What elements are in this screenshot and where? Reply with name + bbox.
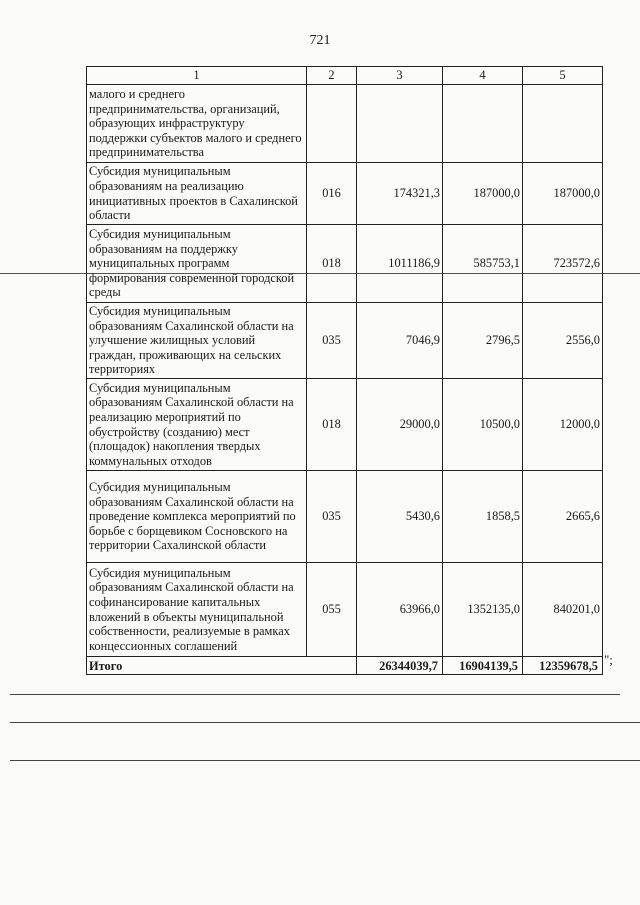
row-code: 018 (307, 225, 357, 303)
row-value-3: 1011186,9 (357, 225, 443, 303)
row-value-4: 1858,5 (443, 471, 523, 563)
table-row (87, 303, 603, 379)
table-row (87, 379, 603, 471)
row-value-5: 2556,0 (523, 303, 603, 379)
col-header-4: 4 (443, 67, 523, 85)
row-value-5: 187000,0 (523, 163, 603, 225)
row-value-3: 5430,6 (357, 471, 443, 563)
row-value-4: 585753,1 (443, 225, 523, 303)
col-header-2: 2 (307, 67, 357, 85)
total-value-4: 16904139,5 (443, 657, 523, 675)
row-value-5 (523, 85, 603, 163)
row-value-5: 2665,6 (523, 471, 603, 563)
row-code: 035 (307, 303, 357, 379)
separator-line (10, 760, 640, 761)
row-code: 035 (307, 471, 357, 563)
row-value-5: 840201,0 (523, 563, 603, 657)
total-value-5: 12359678,5 (523, 657, 603, 675)
row-value-3 (357, 85, 443, 163)
table-row (87, 225, 603, 303)
total-row (87, 657, 603, 675)
row-name: Субсидия муниципальным образованиям Сахалинской области на реализацию мероприятий по обустройству (созданию) мест (площадок) накопления твердых коммунальных отходов (87, 379, 307, 471)
row-value-5: 12000,0 (523, 379, 603, 471)
row-value-4: 10500,0 (443, 379, 523, 471)
row-value-4: 2796,5 (443, 303, 523, 379)
separator-line (10, 722, 640, 723)
page-number: 721 (309, 33, 331, 48)
row-name: Субсидия муниципальным образованиям Сахалинской области на проведение комплекса мероприятий по борьбе с борщевиком Сосновского на территории Сахалинской области (87, 471, 307, 563)
row-value-5: 723572,6 (523, 225, 603, 303)
row-name: Субсидия муниципальным образованиям на реализацию инициативных проектов в Сахалинской области (87, 163, 307, 225)
row-value-3: 29000,0 (357, 379, 443, 471)
header-row (87, 67, 603, 85)
budget-table (86, 66, 603, 675)
closing-quote-mark: "; (604, 652, 613, 667)
row-code (307, 85, 357, 163)
table-row (87, 85, 603, 163)
col-header-3: 3 (357, 67, 443, 85)
row-value-3: 63966,0 (357, 563, 443, 657)
row-value-4 (443, 85, 523, 163)
total-value-3: 26344039,7 (357, 657, 443, 675)
row-value-3: 7046,9 (357, 303, 443, 379)
row-code: 055 (307, 563, 357, 657)
row-name: Субсидия муниципальным образованиям Сахалинской области на софинансирование капитальных вложений в объекты муниципальной собственности, реализуемые в рамках концессионных соглашений (87, 563, 307, 657)
row-code: 018 (307, 379, 357, 471)
row-value-4: 1352135,0 (443, 563, 523, 657)
table-row (87, 471, 603, 563)
row-value-3: 174321,3 (357, 163, 443, 225)
col-header-1: 1 (87, 67, 307, 85)
total-label: Итого (87, 657, 357, 675)
row-code: 016 (307, 163, 357, 225)
table-row (87, 163, 603, 225)
table-row (87, 563, 603, 657)
separator-line (10, 694, 620, 695)
row-name: Субсидия муниципальным образованиям на поддержку муниципальных программ формирования современной городской среды (87, 225, 307, 303)
row-value-4: 187000,0 (443, 163, 523, 225)
row-name: малого и среднего предпринимательства, организаций, образующих инфраструктуру поддержки субъектов малого и среднего предпринимательства (87, 85, 307, 163)
col-header-5: 5 (523, 67, 603, 85)
row-name: Субсидия муниципальным образованиям Сахалинской области на улучшение жилищных условий граждан, проживающих на сельских территориях (87, 303, 307, 379)
